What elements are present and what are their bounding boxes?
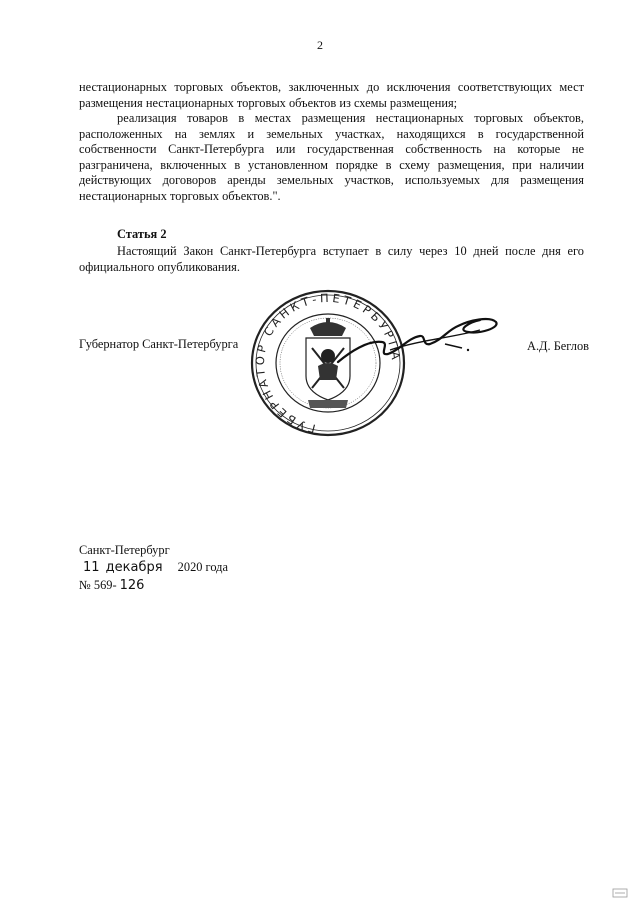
law-number-value: 126	[119, 578, 145, 593]
signing-date	[79, 560, 228, 575]
date-month: декабря	[105, 560, 163, 575]
signing-place: Санкт-Петербург	[79, 543, 170, 557]
signatory-name: А.Д. Беглов	[527, 339, 589, 353]
paragraph-sales: реализация товаров в местах размещения нестационарных торговых объектов, расположенных на землях и земельных участках, находящихся в государственной собственности Санкт-Петербурга или государственная собственность на которые не разграничена, включенных в установленном порядке в схему размещения, при наличии действующих договоров аренды земельных участков, используемых для размещения нестационарных торговых объектов.".	[79, 111, 584, 203]
svg-text:ГУБЕРНАТОР САНКТ-ПЕТЕРБУРГА: ГУБЕРНАТОР САНКТ-ПЕТЕРБУРГА	[252, 290, 404, 436]
law-number	[79, 578, 144, 593]
page-number: 2	[317, 38, 323, 52]
article-text: Настоящий Закон Санкт-Петербурга вступает в силу через 10 дней после дня его официального опубликования.	[79, 244, 584, 274]
date-year: 2020 года	[177, 560, 228, 574]
article-heading: Статья 2	[117, 227, 167, 241]
corner-mark-icon	[612, 888, 628, 898]
law-number-prefix: № 569-	[79, 578, 117, 592]
signatory-title: Губернатор Санкт-Петербурга	[79, 337, 239, 351]
signature-icon	[330, 300, 500, 375]
paragraph-continuation: нестационарных торговых объектов, заключенных до исключения соответствующих мест размещения нестационарных торговых объектов из схемы размещения;	[79, 80, 584, 110]
date-day: 11	[83, 560, 100, 575]
law-text-continuation	[79, 80, 584, 204]
article-body	[79, 244, 584, 275]
